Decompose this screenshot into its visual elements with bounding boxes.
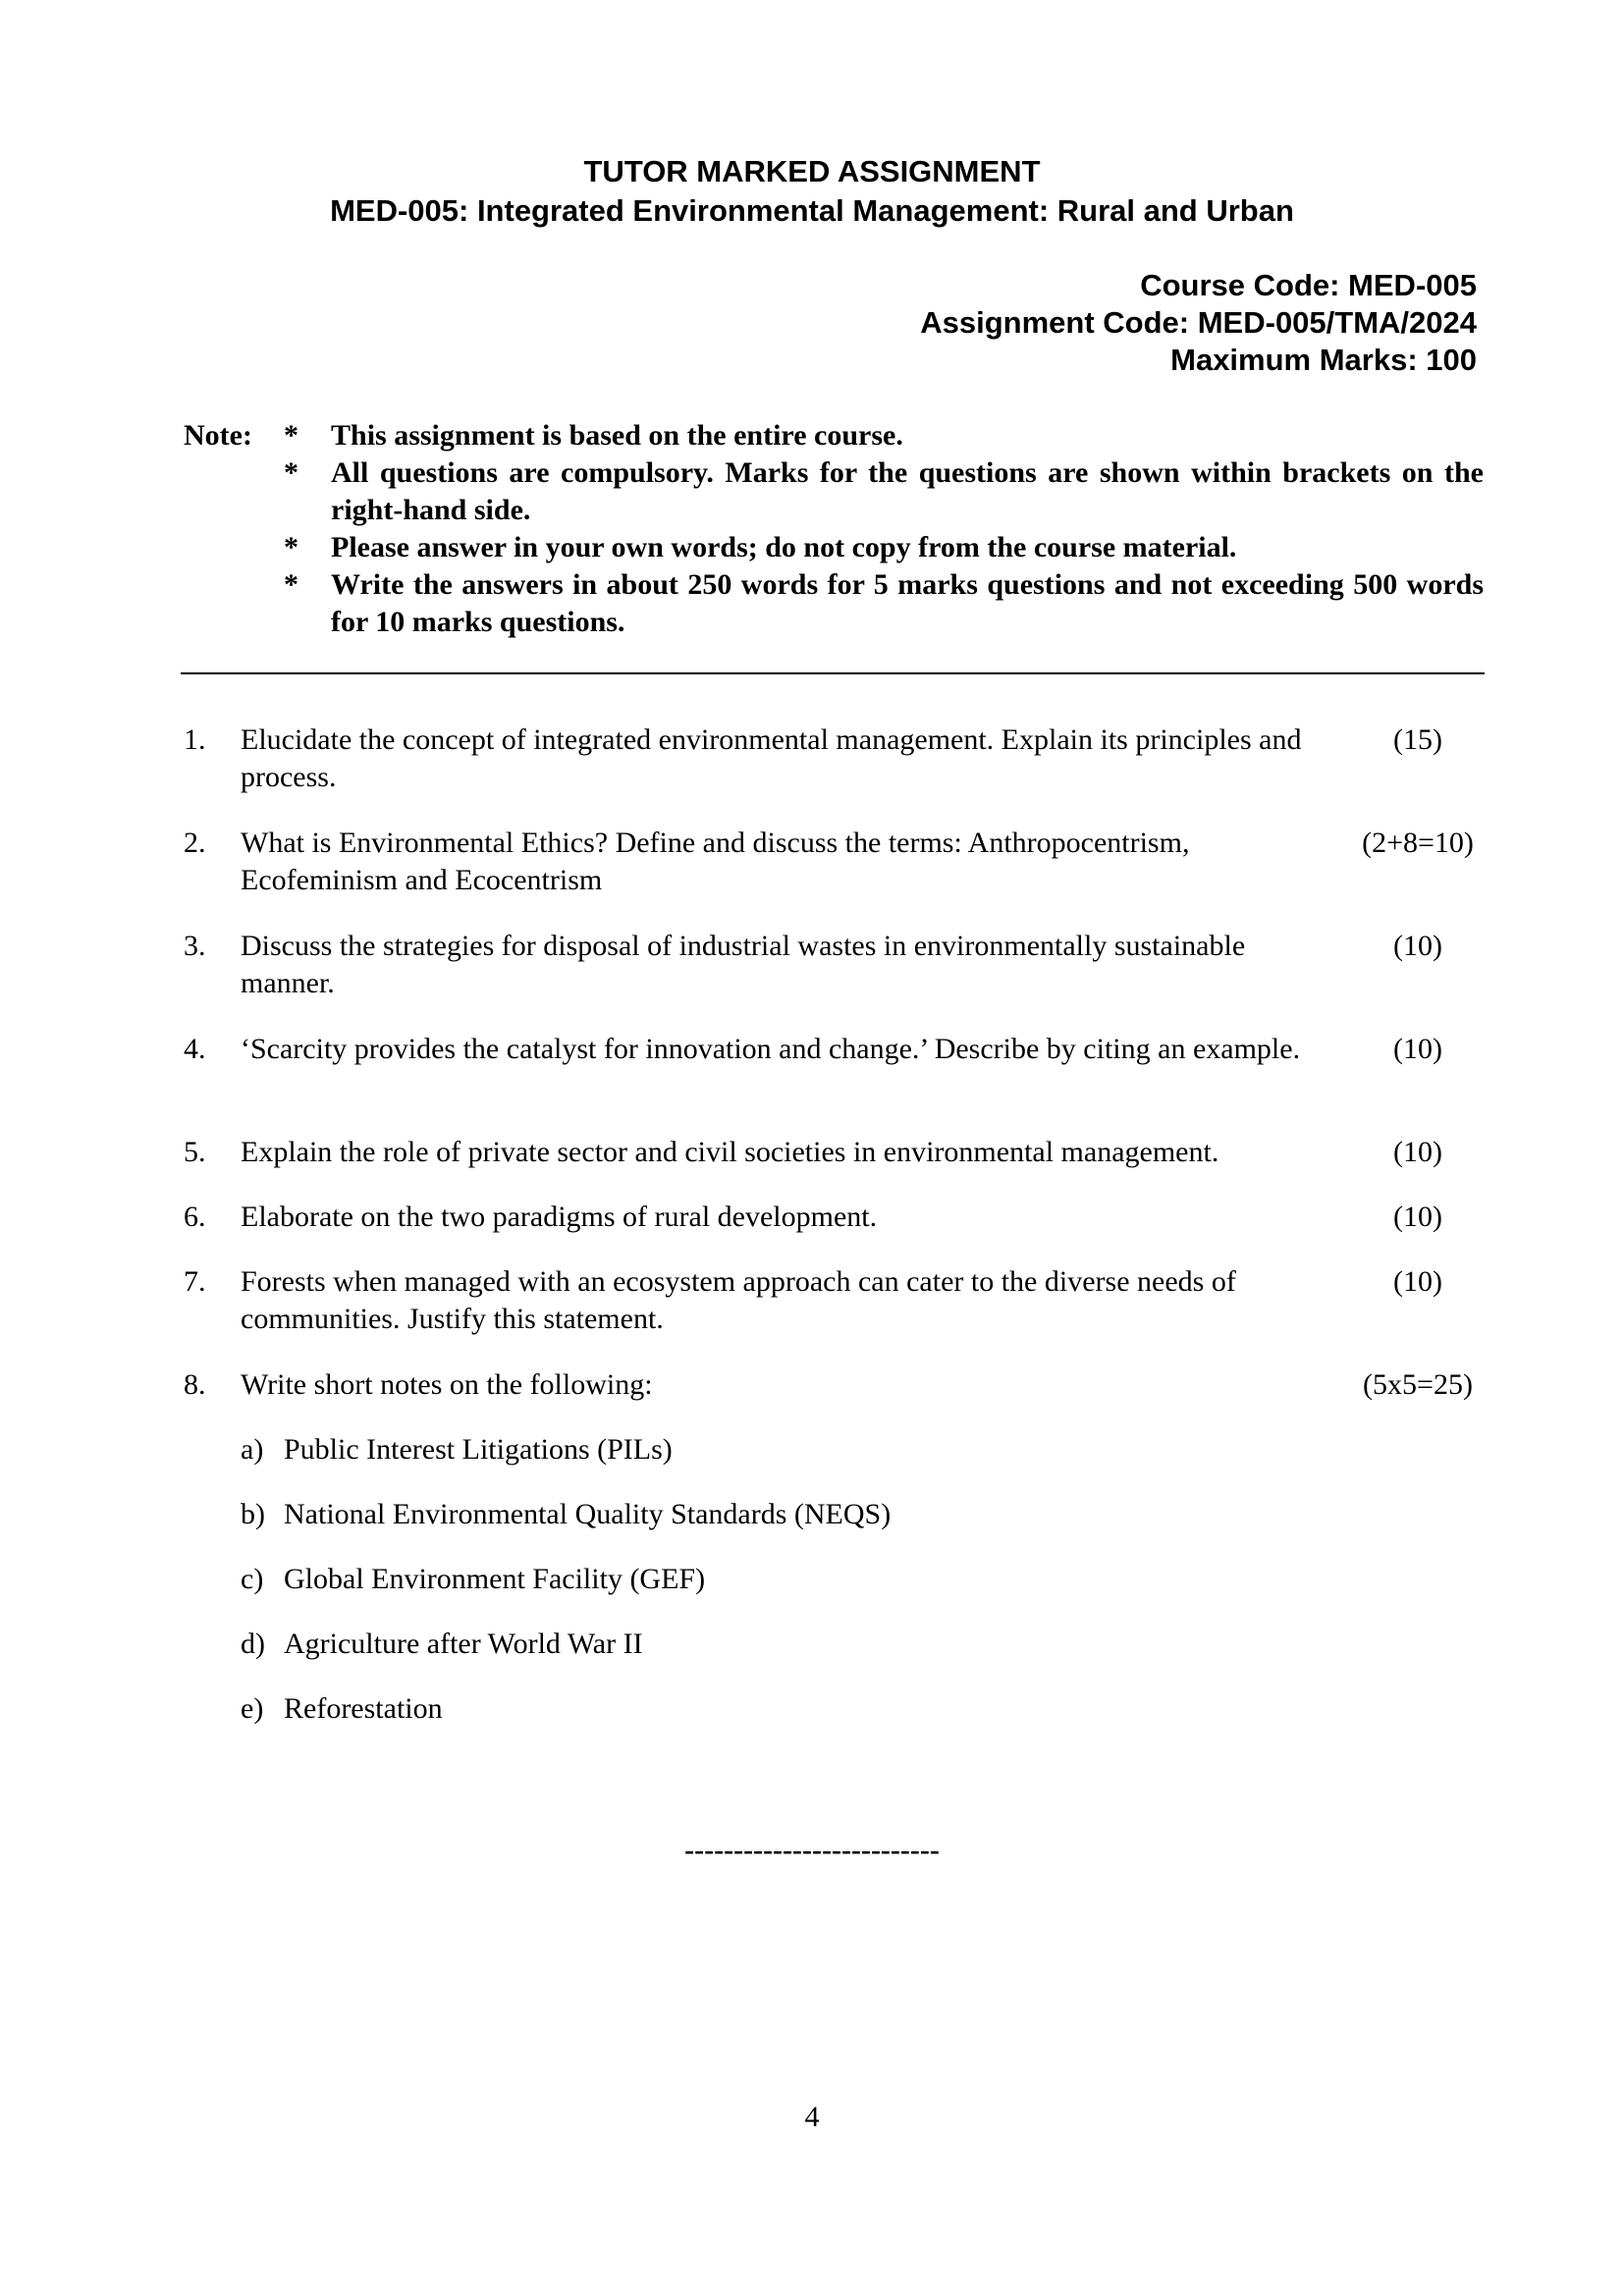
question-text: Forests when managed with an ecosystem approach can cater to the diverse needs of communities. Justify this statement. [241,1265,1236,1335]
note-item [284,454,1484,529]
horizontal-divider [181,672,1485,674]
short-note-text: Global Environment Facility (GEF) [284,1563,706,1595]
question-marks: (5x5=25) [1363,1368,1473,1401]
question-marks: (10) [1393,1136,1442,1168]
note-text: All questions are compulsory. Marks for the questions are shown within brackets on the right-hand side. [331,456,1484,526]
assignment-code: Assignment Code: MED-005/TMA/2024 [920,305,1477,340]
question-number: 6. [184,1201,206,1233]
question-number: 8. [184,1368,206,1401]
note-text: This assignment is based on the entire course. [331,419,903,452]
note-text: Please answer in your own words; do not copy from the course material. [331,531,1237,563]
maximum-marks: Maximum Marks: 100 [1170,343,1477,377]
question-marks: (10) [1393,1201,1442,1233]
question-number: 2. [184,827,206,859]
short-note-text: Public Interest Litigations (PILs) [284,1433,673,1466]
short-note-item [241,1561,705,1598]
short-note-letter: c) [241,1563,264,1595]
question-number: 4. [184,1033,206,1065]
short-note-text: Agriculture after World War II [284,1628,643,1660]
bullet-star: * [284,568,298,601]
question-number: 3. [184,930,206,962]
question-marks: (10) [1393,1265,1442,1298]
bullet-star: * [284,419,298,452]
short-note-text: Reforestation [284,1692,443,1725]
short-note-text: National Environmental Quality Standards (NEQS) [284,1498,892,1530]
question-marks: (15) [1393,723,1442,756]
short-note-item [241,1690,443,1728]
page-number: 4 [804,2101,820,2133]
codes-block [920,267,1477,379]
question-text: Discuss the strategies for disposal of industrial wastes in environmentally sustainable manner. [241,930,1246,999]
question-text: Elucidate the concept of integrated environmental management. Explain its principles and process. [241,723,1302,793]
note-item [284,529,1484,566]
question-marks: (10) [1393,930,1442,962]
question-marks: (10) [1393,1033,1442,1065]
bullet-star: * [284,531,298,563]
question-text: Elaborate on the two paradigms of rural development. [241,1201,878,1233]
short-note-item [241,1431,673,1468]
note-text: Write the answers in about 250 words for 5 marks questions and not exceeding 500 words for 10 marks questions. [331,568,1484,638]
question-number: 1. [184,723,206,756]
question-number: 5. [184,1136,206,1168]
note-label: Note: [184,419,252,452]
question-text: Write short notes on the following: [241,1368,653,1401]
question-number: 7. [184,1265,206,1298]
short-note-letter: d) [241,1628,265,1660]
note-item [284,566,1484,641]
question-text: What is Environmental Ethics? Define and discuss the terms: Anthropocentrism, Ecofeminism and Ecocentrism [241,827,1190,896]
short-note-letter: e) [241,1692,264,1725]
end-marker: -------------------------- [684,1834,940,1866]
course-code: Course Code: MED-005 [1140,268,1477,302]
short-note-item [241,1496,891,1533]
short-note-letter: a) [241,1433,264,1466]
short-note-letter: b) [241,1498,265,1530]
course-title: MED-005: Integrated Environmental Management: Rural and Urban [330,193,1294,228]
question-marks: (2+8=10) [1362,827,1474,859]
note-item [284,417,1484,454]
question-text: Explain the role of private sector and civil societies in environmental management. [241,1136,1219,1168]
assignment-title: TUTOR MARKED ASSIGNMENT [583,154,1041,188]
bullet-star: * [284,456,298,489]
short-note-item [241,1626,643,1663]
question-text: ‘Scarcity provides the catalyst for innovation and change.’ Describe by citing an example. [241,1033,1301,1065]
header [0,152,1624,231]
